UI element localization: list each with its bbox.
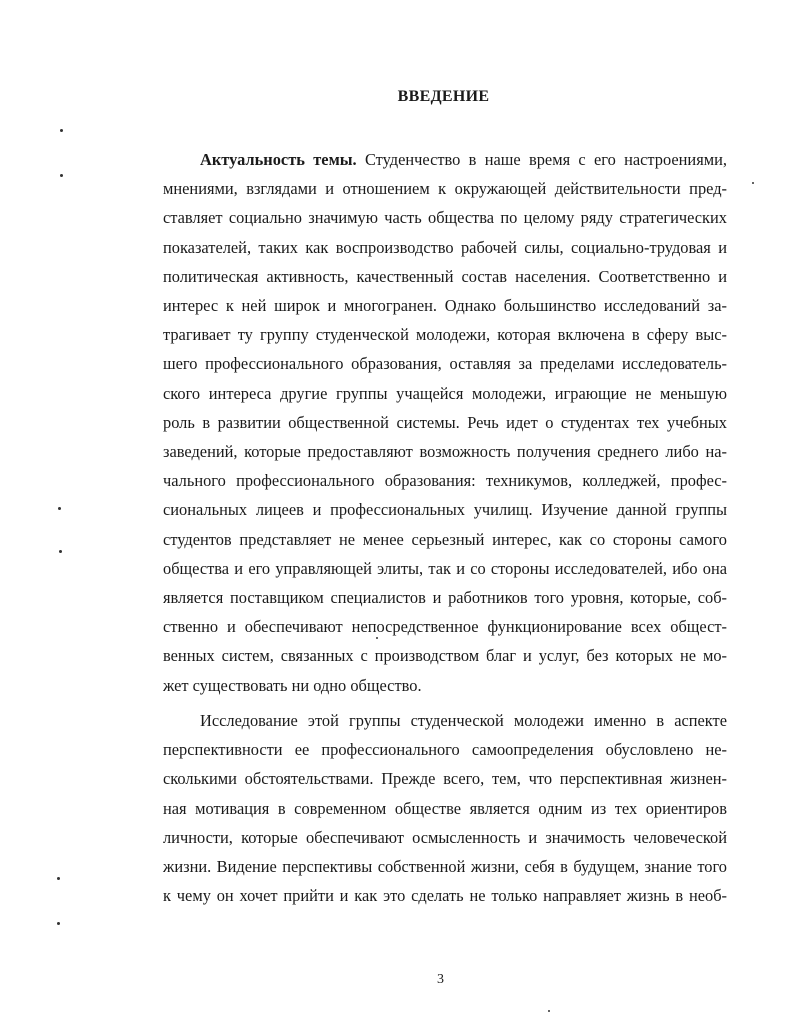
paragraph-line: заведений, которые предоставляют возможность получения среднего либо на- [163, 442, 727, 462]
paragraph-line: личности, которые обеспечивают осмысленность и значимость человеческой [163, 827, 727, 847]
scan-speck [57, 877, 60, 880]
paragraph-line: к чему он хочет прийти и как это сделать не только направляет жизнь в необ- [163, 886, 727, 906]
paragraph-line: Исследование этой группы студенческой молодежи именно в аспекте [200, 711, 727, 730]
paragraph-line: политическая активность, качественный состав населения. Соответственно и [163, 266, 727, 286]
paragraph-line: шего профессионального образования, оставляя за пределами исследователь- [163, 354, 727, 374]
scan-speck [57, 922, 60, 925]
paragraph-line: мнениями, взглядами и отношением к окружающей действительности пред- [163, 179, 727, 199]
paragraph-line: показателей, таких как воспроизводство рабочей силы, социально-трудовая и [163, 237, 727, 257]
scan-speck [60, 174, 63, 177]
scan-speck [58, 507, 61, 510]
paragraph-line: интерес к ней широк и многогранен. Однако большинство исследований за- [163, 296, 727, 316]
paragraph-line: чального профессионального образования: техникумов, колледжей, профес- [163, 471, 727, 491]
paragraph-line: ная мотивация в современном обществе является одним из тех ориентиров [163, 798, 727, 818]
paragraph-line: общества и его управляющей элиты, так и со стороны исследователей, ибо она [163, 558, 727, 578]
scan-speck [60, 129, 63, 132]
paragraph-line: сколькими обстоятельствами. Прежде всего, тем, что перспективная жизнен- [163, 769, 727, 789]
paragraph-line: перспективности ее профессионального самоопределения обусловлено не- [163, 740, 727, 760]
scan-speck [376, 637, 378, 639]
paragraph-line-text: Студенчество в наше время с его настроениями, [356, 150, 727, 169]
scan-speck [548, 1010, 550, 1012]
section-heading: ВВЕДЕНИЕ [397, 88, 490, 105]
paragraph-line: венных систем, связанных с производством благ и услуг, без которых не мо- [163, 646, 727, 666]
paragraph-line: жет существовать ни одно общество. [163, 675, 422, 695]
paragraph-lead: Актуальность темы. [200, 150, 357, 169]
scan-speck [59, 550, 62, 553]
paragraph-line [163, 145, 727, 174]
paragraph-line: ского интереса другие группы учащейся молодежи, играющие не меньшую [163, 383, 727, 403]
paragraph-line: является поставщиком специалистов и работников того уровня, которые, соб- [163, 588, 727, 608]
paragraph-line: ственно и обеспечивают непосредственное функционирование всех общест- [163, 617, 727, 637]
paragraph-line: роль в развитии общественной системы. Речь идет о студентах тех учебных [163, 412, 727, 432]
page-number: 3 [437, 972, 444, 987]
paragraph-line: сиональных лицеев и профессиональных училищ. Изучение данной группы [163, 500, 727, 520]
paragraph-line: жизни. Видение перспективы собственной жизни, себя в будущем, знание того [163, 857, 727, 877]
paragraph-research [163, 706, 727, 910]
paragraph-line: ставляет социально значимую часть общества по целому ряду стратегических [163, 208, 727, 228]
paragraph-relevance [163, 145, 727, 700]
scan-speck [752, 182, 754, 184]
paragraph-line: студентов представляет не менее серьезный интерес, как со стороны самого [163, 529, 727, 549]
paragraph-line: трагивает ту группу студенческой молодежи, которая включена в сферу выс- [163, 325, 727, 345]
